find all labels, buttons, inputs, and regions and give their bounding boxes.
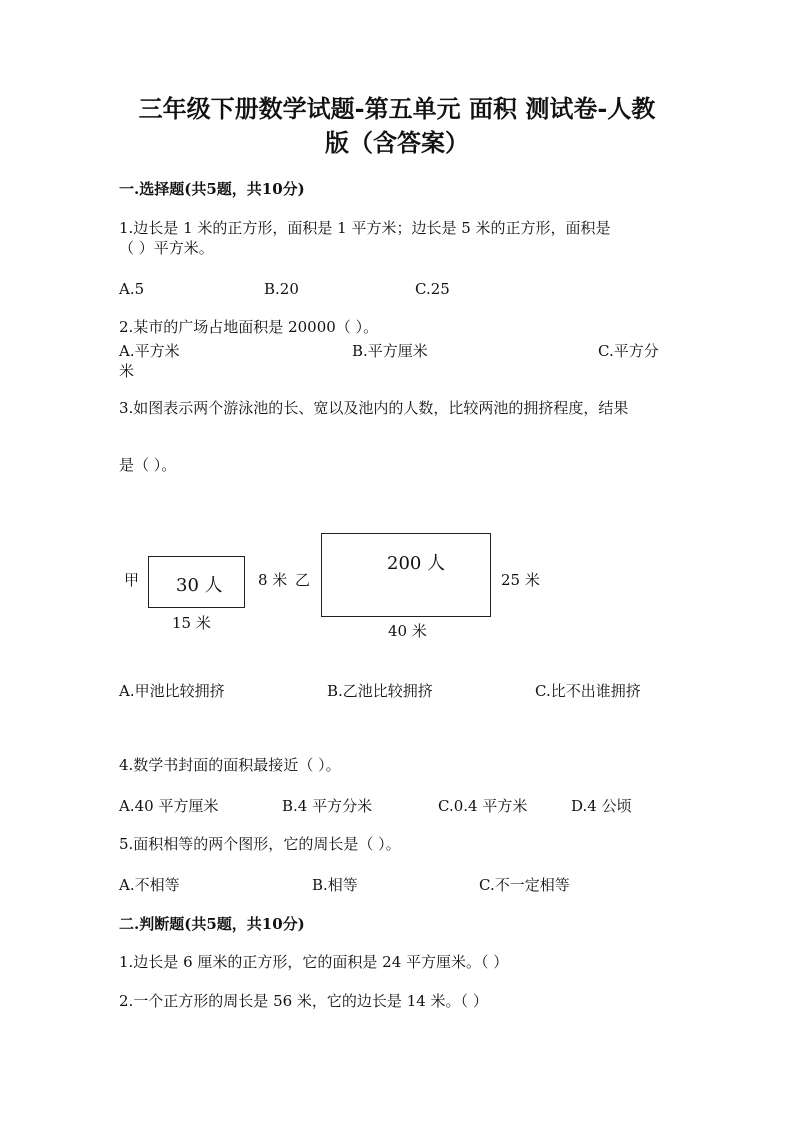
q1-option-c[interactable]: C.25 xyxy=(415,280,450,298)
q4-option-a[interactable]: A.40 平方厘米 xyxy=(119,797,219,815)
pool-b-people: 200 人 xyxy=(387,553,446,574)
q3-option-b[interactable]: B.乙池比较拥挤 xyxy=(327,682,433,700)
pool-a-width: 8 米 xyxy=(258,571,288,589)
q1-stem-line1: 1.边长是 1 米的正方形，面积是 1 平方米；边长是 5 米的正方形，面积是 xyxy=(119,219,611,237)
q1-stem-line2: （ ）平方米。 xyxy=(119,239,214,257)
q1-option-a[interactable]: A.5 xyxy=(119,280,145,298)
q3-stem-line1: 3.如图表示两个游泳池的长、宽以及池内的人数，比较两池的拥挤程度，结果 xyxy=(119,399,629,417)
q5-option-c[interactable]: C.不一定相等 xyxy=(479,876,570,894)
q4-stem: 4.数学书封面的面积最接近（ ）。 xyxy=(119,756,341,774)
q2-option-b[interactable]: B.平方厘米 xyxy=(352,342,428,360)
q3-option-a[interactable]: A.甲池比较拥挤 xyxy=(119,682,225,700)
page-title-line1: 三年级下册数学试题-第五单元 面积 测试卷-人教 xyxy=(138,94,656,123)
q2-option-a[interactable]: A.平方米 xyxy=(119,342,180,360)
q2-option-c-wrap: 米 xyxy=(119,362,135,380)
q2-stem: 2.某市的广场占地面积是 20000（ ）。 xyxy=(119,318,379,336)
q4-option-b[interactable]: B.4 平方分米 xyxy=(282,797,373,815)
pool-b-name: 乙 xyxy=(295,571,311,589)
pool-a-name: 甲 xyxy=(124,571,140,589)
pool-a-people: 30 人 xyxy=(176,575,223,596)
section2-heading: 二.判断题(共5题，共10分) xyxy=(119,915,305,933)
q2-option-c[interactable]: C.平方分 xyxy=(598,342,659,360)
q4-option-c[interactable]: C.0.4 平方米 xyxy=(438,797,528,815)
q4-option-d[interactable]: D.4 公顷 xyxy=(571,797,632,815)
pool-b-length: 40 米 xyxy=(388,622,427,640)
q3-option-c[interactable]: C.比不出谁拥挤 xyxy=(535,682,641,700)
pool-a-length: 15 米 xyxy=(172,614,211,632)
q5-option-b[interactable]: B.相等 xyxy=(312,876,358,894)
q3-stem-line2: 是（ ）。 xyxy=(119,456,177,474)
q5-stem: 5.面积相等的两个图形，它的周长是（ ）。 xyxy=(119,835,401,853)
q5-option-a[interactable]: A.不相等 xyxy=(119,876,180,894)
page-title-line2: 版（含答案） xyxy=(325,128,469,157)
s2-q1: 1.边长是 6 厘米的正方形，它的面积是 24 平方厘米。（ ） xyxy=(119,953,509,971)
pool-b-width: 25 米 xyxy=(501,571,540,589)
section1-heading: 一.选择题(共5题，共10分) xyxy=(119,180,305,198)
pool-b-rect xyxy=(321,533,491,617)
q1-option-b[interactable]: B.20 xyxy=(264,280,299,298)
s2-q2: 2.一个正方形的周长是 56 米，它的边长是 14 米。（ ） xyxy=(119,992,488,1010)
